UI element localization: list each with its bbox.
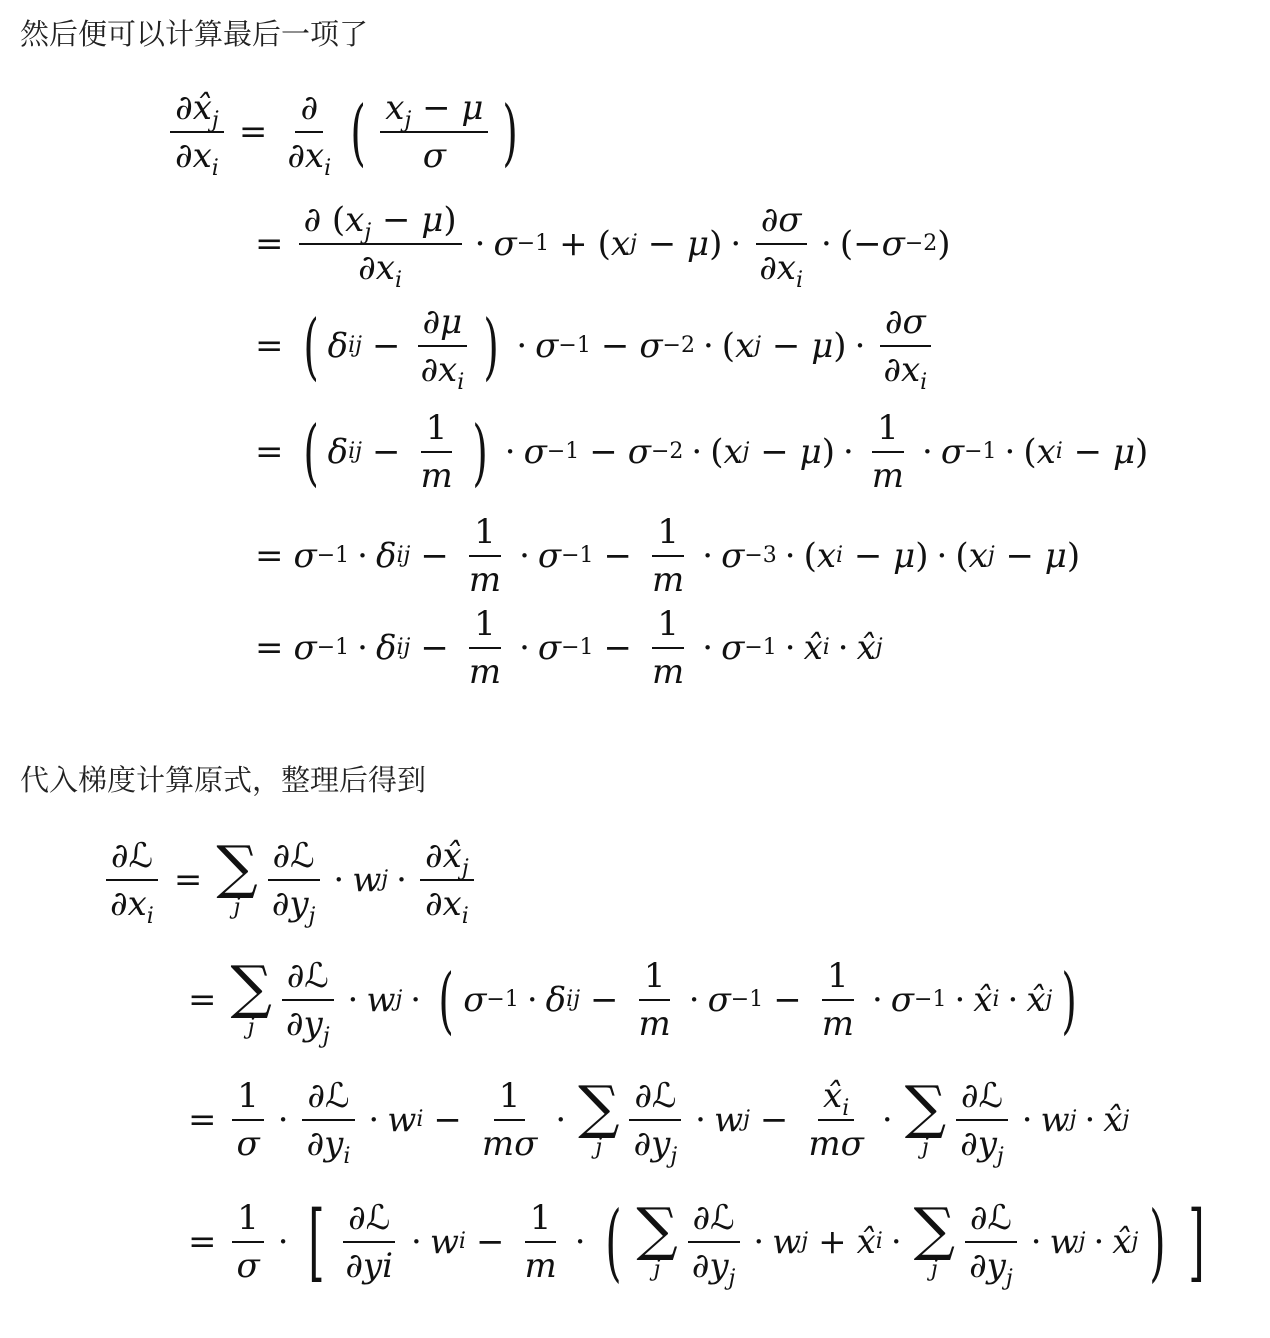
eq1-line-5: = σ −1 · δ ij − $\frac{1}{m}$ · σ −1 − $\frac{1}{m}$ · σ −3 · ( x i − μ ) · ( x j − μ )	[255, 512, 1081, 600]
eq1-line-1: $\frac{\partial x̂_j}{\partial x_i}$ = $\frac{\partial}{\partial x_i}$ ( $\frac{x_j - \mu}{\sigma}$ )	[165, 88, 528, 176]
heading-substitute-gradient: 代入梯度计算原式，整理后得到	[20, 763, 427, 797]
eq1-line-6: = σ −1 · δ ij − $\frac{1}{m}$ · σ −1 − $\frac{1}{m}$ · σ −1 · x̂ i · x̂ j	[255, 604, 883, 692]
eq2-line-3: = $\frac{1}{\sigma}$ · $\frac{\text{∂ℒ}}{\partial y_i}$ · w i − $\frac{1}{m\sigma}$ · ∑ j $\frac{\text{∂ℒ}}{\partial y_j}$ · w j − $\frac{x̂_i}{m\sigma}$ · ∑ j $\frac{\text{∂ℒ}}{\partial y_j}$ · w j · x̂ j	[188, 1072, 1130, 1169]
eq2-line-1: $\frac{\text{∂ℒ}}{\partial x_i}$ = ∑ j $\frac{\text{∂ℒ}}{\partial y_j}$ · w j · $\frac{\partial x̂_j}{\partial x_i}$	[100, 836, 479, 924]
eq1-line-3: = ( δ ij − $\frac{\partial\mu}{\partial x_i}$ ) · σ −1 − σ −2 · ( x j − μ ) · $\frac{\partial\sigma}{\partial x_i}$	[245, 302, 937, 390]
eq2-line-4: = $\frac{1}{\sigma}$ · [ $\frac{\text{∂ℒ}}{\partial yi}$ · w i − $\frac{1}{m}$ · ( ∑ j $\frac{\text{∂ℒ}}{\partial y_j}$ · w j + x̂ i · ∑ j $\frac{\text{∂ℒ}}{\partial y_j}$ · w j · x̂ j ) ]	[188, 1193, 1205, 1291]
eq1-line-2: = $\frac{\partial (x_j - \mu)}{\partial x_i}$ · σ −1 + ( x j − μ ) · $\frac{\partial\sigma}{\partial x_i}$ · (− σ −2 )	[255, 200, 951, 293]
eq2-line-2: = ∑ j $\frac{\text{∂ℒ}}{\partial y_j}$ · w j · ( σ −1 · δ ij − $\frac{1}{m}$ · σ −1 − $\frac{1}{m}$ · σ −1 · x̂ i · x̂ j )	[188, 952, 1078, 1049]
eq1-line-4: = ( δ ij − $\frac{1}{m}$ ) · σ −1 − σ −2 · ( x j − μ ) · $\frac{1}{m}$ · σ −1 · ( x i − μ )	[255, 408, 1149, 496]
heading-compute-last-term: 然后便可以计算最后一项了	[20, 17, 369, 51]
